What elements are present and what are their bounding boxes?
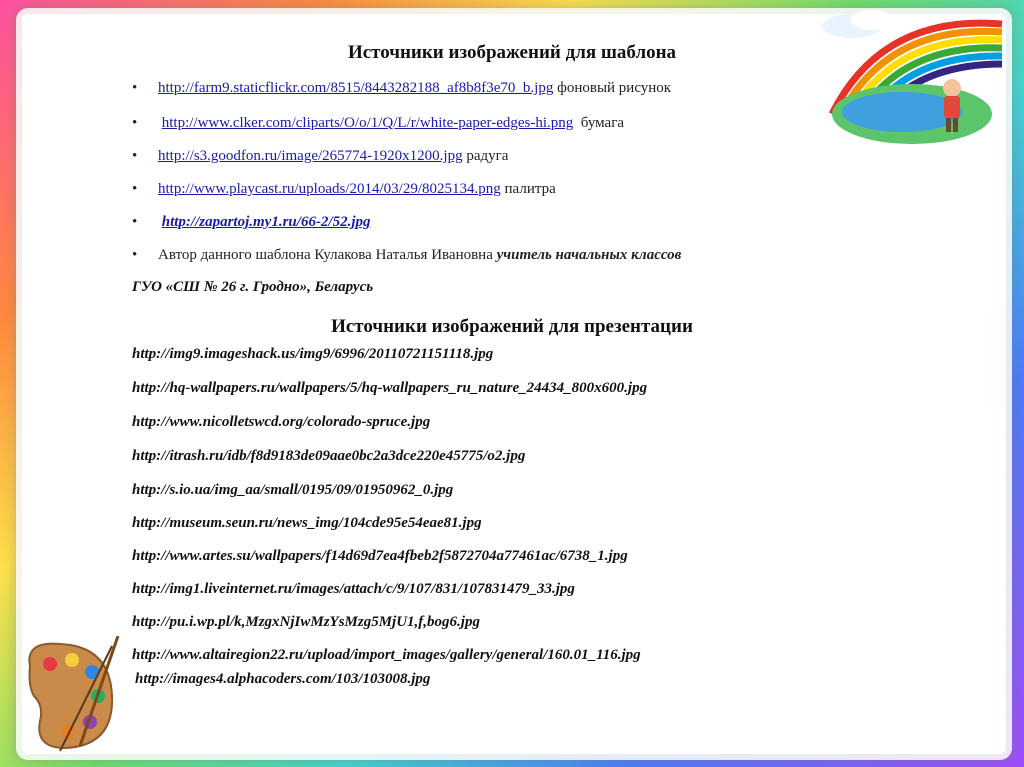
author-line: • Автор данного шаблона Кулакова Наталья Ивановна учитель начальных классов — [132, 247, 682, 263]
rainbow-illustration — [812, 4, 1012, 154]
source-url: http://www.artes.su/wallpapers/f14d69d7ea4fbeb2f5872704a77461ac/6738_1.jpg — [132, 548, 628, 564]
source-url: http://img9.imageshack.us/img9/6996/20110721151118.jpg — [132, 346, 494, 362]
source-link[interactable]: http://zapartoj.my1.ru/66-2/52.jpg — [161, 214, 371, 230]
source-url: http://hq-wallpapers.ru/wallpapers/5/hq-wallpapers_ru_nature_24434_800x600.jpg — [132, 380, 648, 396]
source-url: http://itrash.ru/idb/f8d9183de09aae0bc2a3dce220e45775/o2.jpg — [132, 448, 526, 464]
list-item: • http://www.clker.com/cliparts/O/o/1/Q/L/r/white-paper-edges-hi.png бумага — [132, 115, 625, 131]
template-sources-title: Источники изображений для шаблона — [347, 42, 677, 63]
source-url: http://www.altairegion22.ru/upload/import_images/gallery/general/160.01_116.jpg — [132, 647, 641, 663]
school-line: ГУО «СШ № 26 г. Гродно», Беларусь — [132, 279, 374, 295]
source-url: http://www.nicolletswcd.org/colorado-spruce.jpg — [132, 414, 431, 430]
list-item: • http://www.playcast.ru/uploads/2014/03/29/8025134.png палитра — [132, 181, 556, 197]
source-url: http://img1.liveinternet.ru/images/attach/c/9/107/831/107831479_33.jpg — [132, 581, 575, 597]
source-url: http://images4.alphacoders.com/103/103008.jpg — [135, 671, 431, 687]
source-link[interactable]: http://www.playcast.ru/uploads/2014/03/29/8025134.png — [158, 181, 501, 197]
palette-illustration — [20, 636, 120, 756]
list-item: • http://s3.goodfon.ru/image/265774-1920x1200.jpg радуга — [132, 148, 509, 164]
source-link[interactable]: http://farm9.staticflickr.com/8515/8443282188_af8b8f3e70_b.jpg — [158, 80, 554, 96]
source-url: http://pu.i.wp.pl/k,MzgxNjIwMzYsMzg5MjU1,f,bog6.jpg — [132, 614, 480, 630]
list-item: • http://farm9.staticflickr.com/8515/8443282188_af8b8f3e70_b.jpg фоновый рисунок — [132, 80, 672, 96]
source-link[interactable]: http://s3.goodfon.ru/image/265774-1920x1200.jpg — [158, 148, 463, 164]
source-url: http://museum.seun.ru/news_img/104cde95e54eae81.jpg — [132, 515, 482, 531]
source-url: http://s.io.ua/img_aa/small/0195/09/01950962_0.jpg — [132, 482, 454, 498]
source-link[interactable]: http://www.clker.com/cliparts/O/o/1/Q/L/r/white-paper-edges-hi.png — [161, 115, 574, 131]
presentation-sources-title: Источники изображений для презентации — [331, 316, 693, 337]
list-item: • http://zapartoj.my1.ru/66-2/52.jpg — [132, 214, 371, 230]
